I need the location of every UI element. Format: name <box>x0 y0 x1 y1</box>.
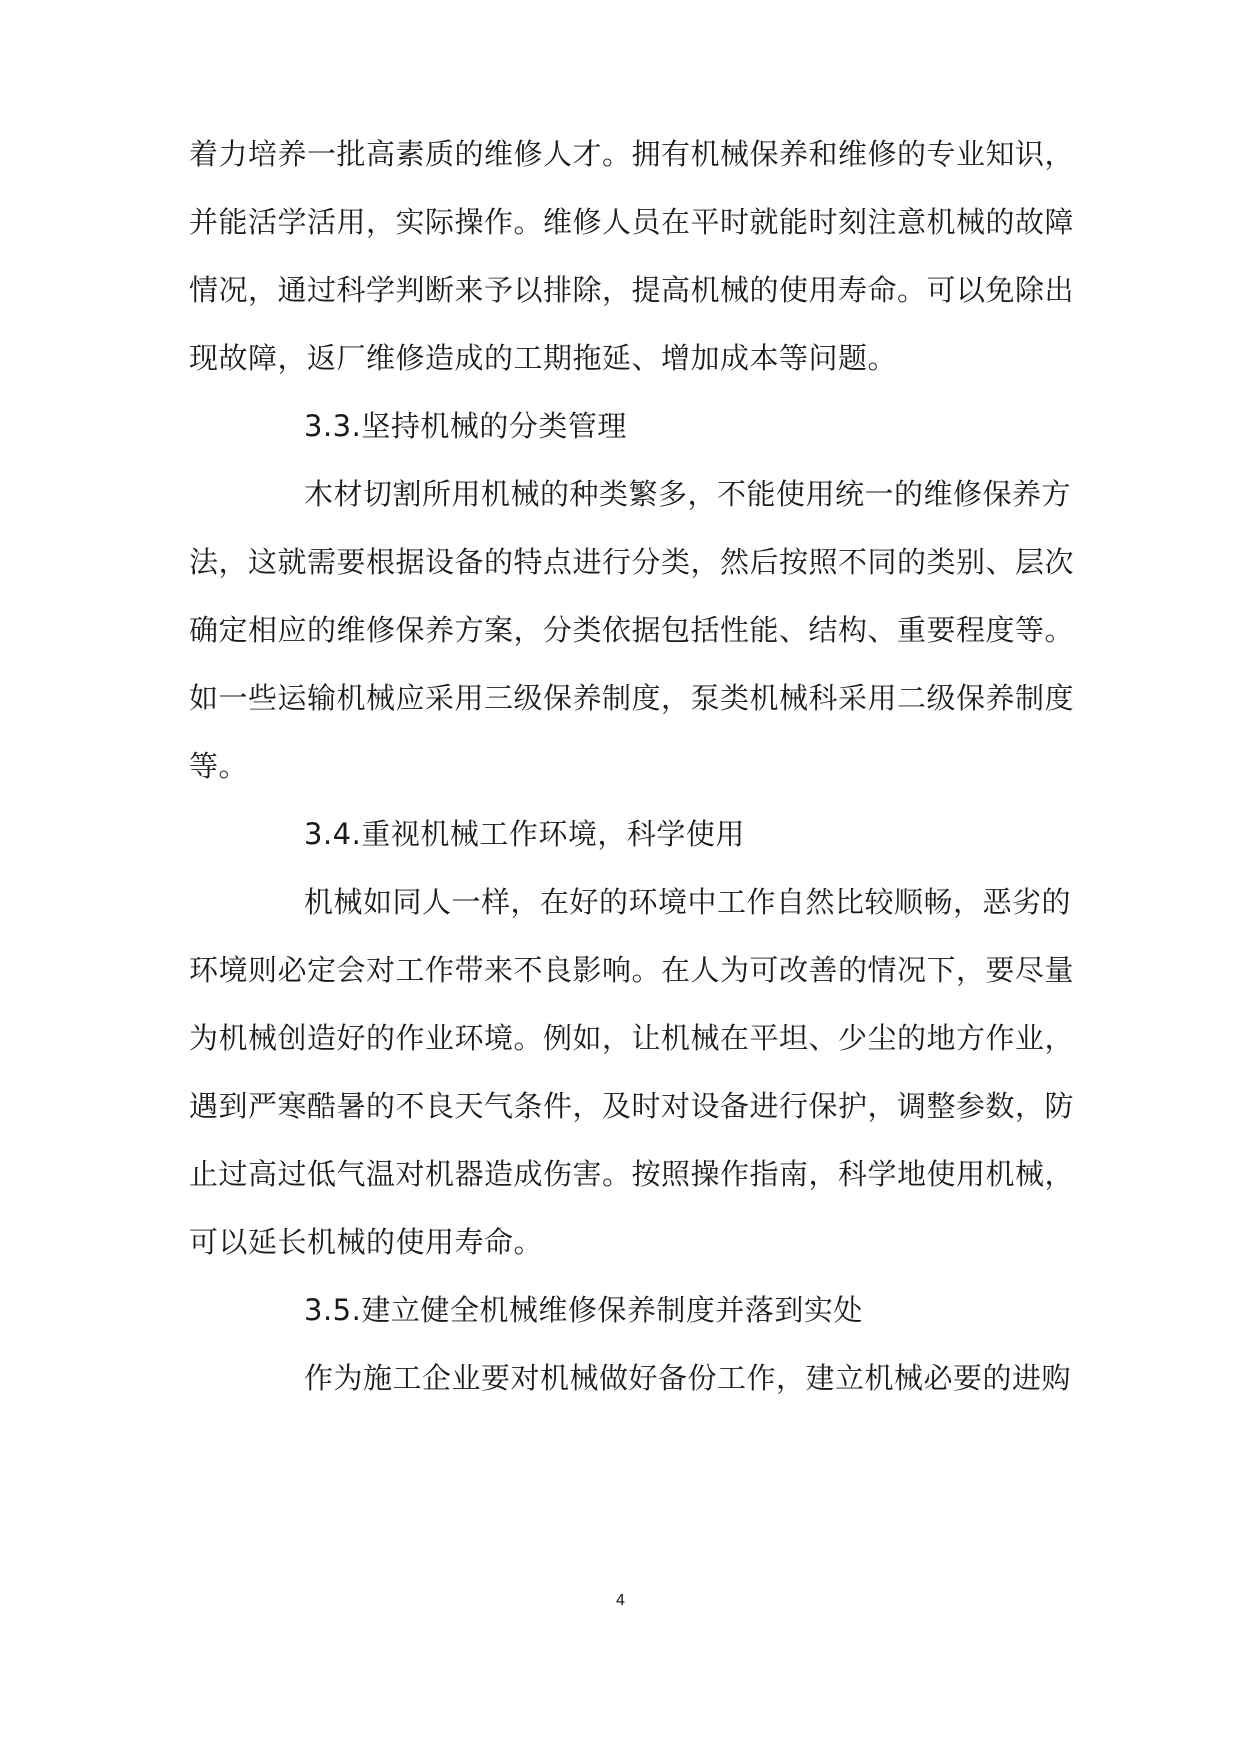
paragraph-line: 为机械创造好的作业环境。例如，让机械在平坦、少尘的地方作业， <box>189 1021 1075 1055</box>
section-heading-3-3: 3.3.坚持机械的分类管理 <box>304 409 627 443</box>
paragraph-line: 如一些运输机械应采用三级保养制度，泵类机械科采用二级保养制度 <box>189 681 1075 715</box>
paragraph-line: 情况，通过科学判断来予以排除，提高机械的使用寿命。可以免除出 <box>189 273 1075 307</box>
paragraph-line: 着力培养一批高素质的维修人才。拥有机械保养和维修的专业知识， <box>189 137 1075 171</box>
section-heading-3-5: 3.5.建立健全机械维修保养制度并落到实处 <box>304 1293 863 1327</box>
paragraph-line: 作为施工企业要对机械做好备份工作，建立机械必要的进购 <box>304 1361 1072 1395</box>
paragraph-line: 遇到严寒酷暑的不良天气条件，及时对设备进行保护，调整参数，防 <box>189 1089 1075 1123</box>
paragraph-line: 机械如同人一样，在好的环境中工作自然比较顺畅，恶劣的 <box>304 885 1072 919</box>
paragraph-line: 可以延长机械的使用寿命。 <box>189 1225 544 1259</box>
paragraph-line: 确定相应的维修保养方案，分类依据包括性能、结构、重要程度等。 <box>189 613 1075 647</box>
paragraph-line: 止过高过低气温对机器造成伤害。按照操作指南，科学地使用机械， <box>189 1157 1075 1191</box>
paragraph-line: 等。 <box>189 749 249 783</box>
paragraph-line: 现故障，返厂维修造成的工期拖延、增加成本等问题。 <box>189 341 898 375</box>
section-heading-3-4: 3.4.重视机械工作环境，科学使用 <box>304 817 745 851</box>
paragraph-line: 并能活学活用，实际操作。维修人员在平时就能时刻注意机械的故障 <box>189 205 1075 239</box>
paragraph-line: 法，这就需要根据设备的特点进行分类，然后按照不同的类别、层次 <box>189 545 1075 579</box>
page-number: 4 <box>615 1591 626 1609</box>
paragraph-line: 环境则必定会对工作带来不良影响。在人为可改善的情况下，要尽量 <box>189 953 1075 987</box>
paragraph-line: 木材切割所用机械的种类繁多，不能使用统一的维修保养方 <box>304 477 1072 511</box>
